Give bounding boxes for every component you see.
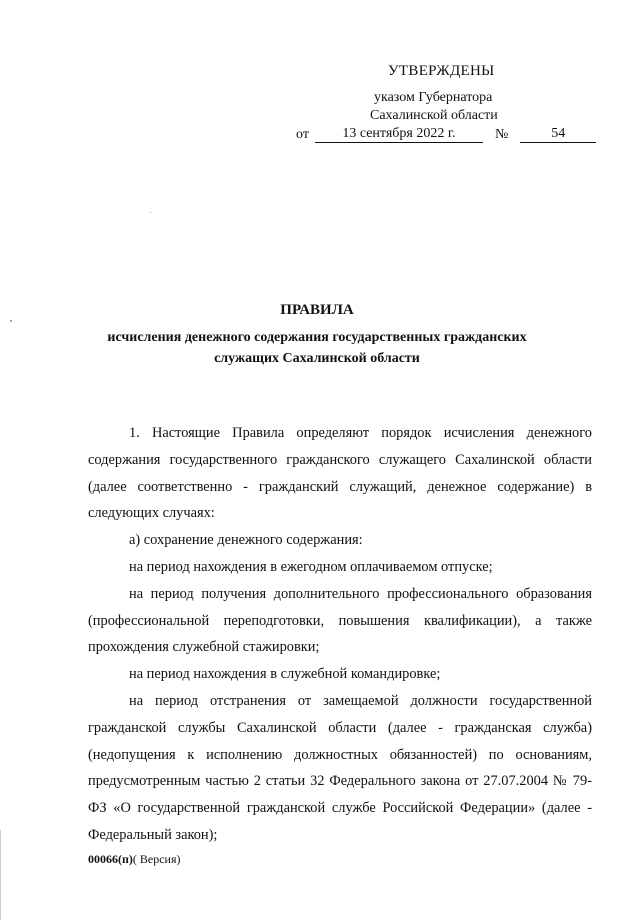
approval-date: 13 сентября 2022 г. bbox=[315, 125, 483, 143]
approval-heading: УТВЕРЖДЕНЫ bbox=[388, 63, 495, 79]
footer-version: ( Версия) bbox=[132, 852, 181, 866]
scan-speck bbox=[150, 212, 151, 213]
approval-number: 54 bbox=[520, 125, 596, 143]
approval-line-2: Сахалинской области bbox=[370, 108, 498, 123]
document-body bbox=[88, 420, 592, 849]
paragraph-5: на период нахождения в служебной командировке; bbox=[129, 666, 441, 683]
scan-edge-line bbox=[0, 830, 1, 920]
from-label: от bbox=[296, 127, 309, 142]
scan-speck bbox=[10, 320, 12, 322]
paragraph-1: 1. Настоящие Правила определяют порядок исчисления денежного содержания государственного гражданского служащего Сахалинской области (далее соответственно - гражданский служащий, денежное содержание) в следующих случаях: bbox=[88, 425, 592, 522]
paragraph-2: а) сохранение денежного содержания: bbox=[129, 532, 363, 549]
document-title: ПРАВИЛА bbox=[280, 302, 354, 318]
footer bbox=[88, 852, 181, 867]
approval-line-1: указом Губернатора bbox=[374, 90, 493, 105]
paragraph-6: на период отстранения от замещаемой должности государственной гражданской службы Сахалинской области (далее - гражданская служба) (недопущения к исполнению должностных обязанностей) по основаниям, предусмотренным частью 2 статьи 32 Федерального закона от 27.07.2004 № 79-ФЗ «О государственной гражданской службе Российской Федерации» (далее - Федеральный закон); bbox=[88, 692, 592, 843]
paragraph-4: на период получения дополнительного профессионального образования (профессиональной переподготовки, повышения квалификации), а также прохождения служебной стажировки; bbox=[88, 585, 592, 656]
number-label: № bbox=[494, 127, 509, 142]
paragraph-3: на период нахождения в ежегодном оплачиваемом отпуске; bbox=[129, 558, 493, 575]
footer-code: 00066(п) bbox=[88, 852, 133, 866]
document-subtitle: исчисления денежного содержания государственных гражданских служащих Сахалинской области bbox=[107, 330, 527, 366]
approval-date-row bbox=[296, 125, 596, 143]
